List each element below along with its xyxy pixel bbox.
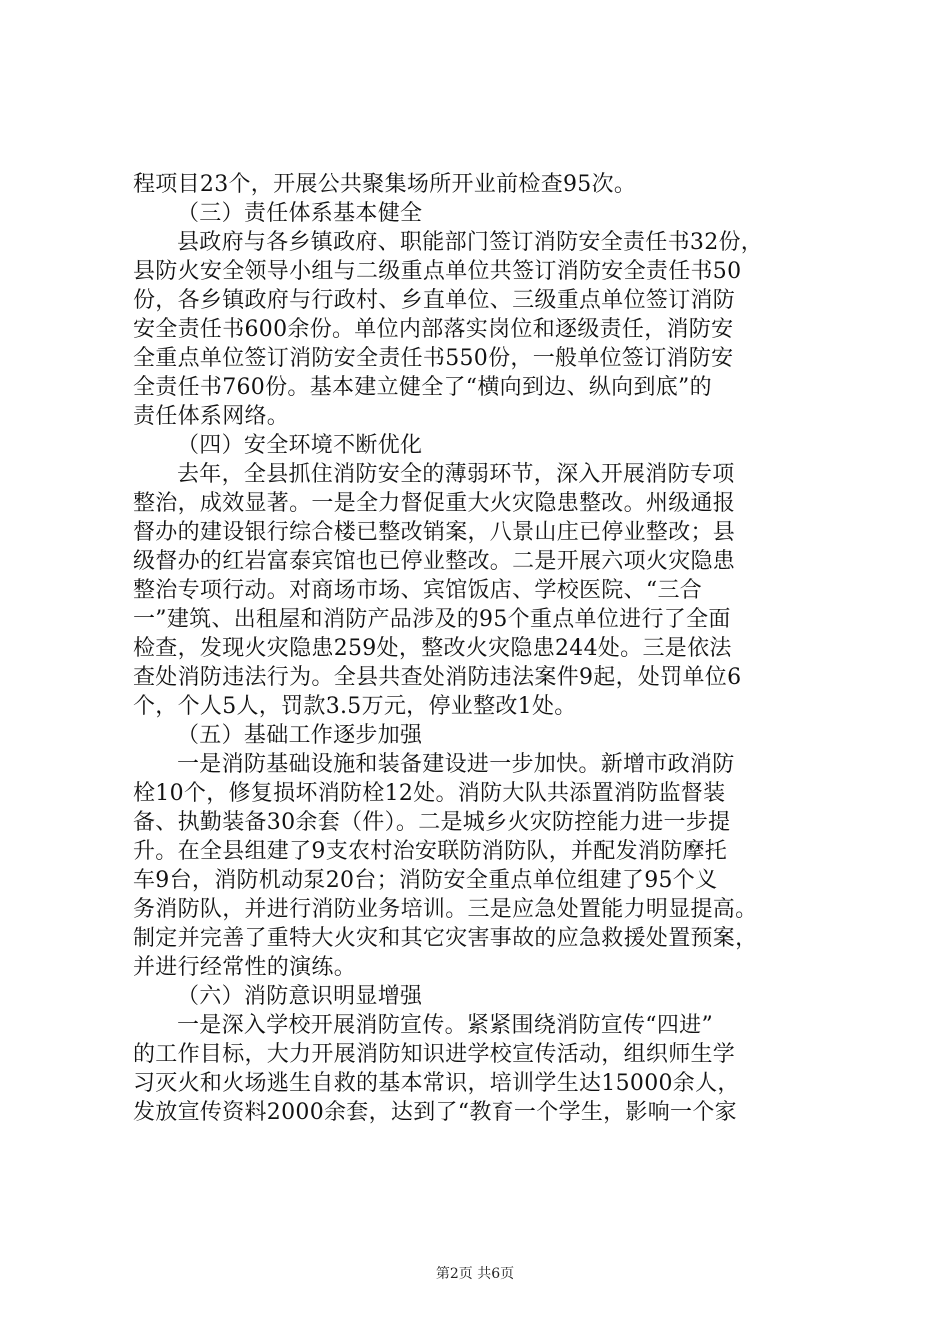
- body-line: 并进行经常性的演练。: [133, 955, 357, 980]
- body-line: 检查，发现火灾隐患259处，整改火灾隐患244处。三是依法: [133, 636, 732, 661]
- body-line: 整治专项行动。对商场市场、宾馆饭店、学校医院、“三合: [133, 578, 703, 603]
- body-line: 务消防队，并进行消防业务培训。三是应急处置能力明显提高。: [133, 897, 758, 922]
- body-line: 级督办的红岩富泰宾馆也已停业整改。二是开展六项火灾隐患: [133, 549, 736, 574]
- section-heading-5: （五）基础工作逐步加强: [177, 723, 423, 748]
- body-line: 责任体系网络。: [133, 404, 290, 429]
- body-line: 安全责任书600余份。单位内部落实岗位和逐级责任，消防安: [133, 317, 734, 342]
- body-line: 备、执勤装备30余套（件）。二是城乡火灾防控能力进一步提: [133, 810, 731, 835]
- body-line: 督办的建设银行综合楼已整改销案，八景山庄已停业整改；县: [133, 520, 736, 545]
- section-heading-6: （六）消防意识明显增强: [177, 984, 423, 1009]
- body-line: 一是消防基础设施和装备建设进一步加快。新增市政消防: [177, 752, 735, 777]
- body-line: 全责任书760份。基本建立健全了“横向到边、纵向到底”的: [133, 375, 712, 400]
- body-line: 一”建筑、出租屋和消防产品涉及的95个重点单位进行了全面: [133, 607, 731, 632]
- body-line: 发放宣传资料2000余套，达到了“教育一个学生，影响一个家: [133, 1100, 737, 1125]
- body-line: 去年，全县抓住消防安全的薄弱环节，深入开展消防专项: [177, 462, 735, 487]
- section-heading-3: （三）责任体系基本健全: [177, 201, 423, 226]
- body-line: 习灭火和火场逃生自救的基本常识，培训学生达15000余人，: [133, 1071, 740, 1096]
- body-line: 车9台，消防机动泵20台；消防安全重点单位组建了95个义: [133, 868, 718, 893]
- page-number-label: 第2页 共6页: [435, 1266, 515, 1282]
- body-line: 查处消防违法行为。全县共查处消防违法案件9起，处罚单位6: [133, 665, 742, 690]
- body-line: 县政府与各乡镇政府、职能部门签订消防安全责任书32份，: [177, 230, 764, 255]
- body-line: 县防火安全领导小组与二级重点单位共签订消防安全责任书50: [133, 259, 742, 284]
- body-line: 制定并完善了重特大火灾和其它灾害事故的应急救援处置预案，: [133, 926, 758, 951]
- section-heading-4: （四）安全环境不断优化: [177, 433, 423, 458]
- body-line: 全重点单位签订消防安全责任书550份，一般单位签订消防安: [133, 346, 734, 371]
- body-line: 的工作目标，大力开展消防知识进学校宣传活动，组织师生学: [133, 1042, 736, 1067]
- body-line: 整治，成效显著。一是全力督促重大火灾隐患整改。州级通报: [133, 491, 736, 516]
- body-line: 一是深入学校开展消防宣传。紧紧围绕消防宣传“四进”: [177, 1013, 713, 1038]
- body-line: 升。在全县组建了9支农村治安联防消防队，并配发消防摩托: [133, 839, 728, 864]
- body-line: 栓10个，修复损坏消防栓12处。消防大队共添置消防监督装: [133, 781, 726, 806]
- document-body: [133, 170, 833, 1127]
- page-footer: [0, 1263, 950, 1283]
- body-line: 程项目23个，开展公共聚集场所开业前检查95次。: [133, 172, 637, 197]
- body-line: 个，个人5人，罚款3.5万元，停业整改1处。: [133, 694, 577, 719]
- body-line: 份，各乡镇政府与行政村、乡直单位、三级重点单位签订消防: [133, 288, 736, 313]
